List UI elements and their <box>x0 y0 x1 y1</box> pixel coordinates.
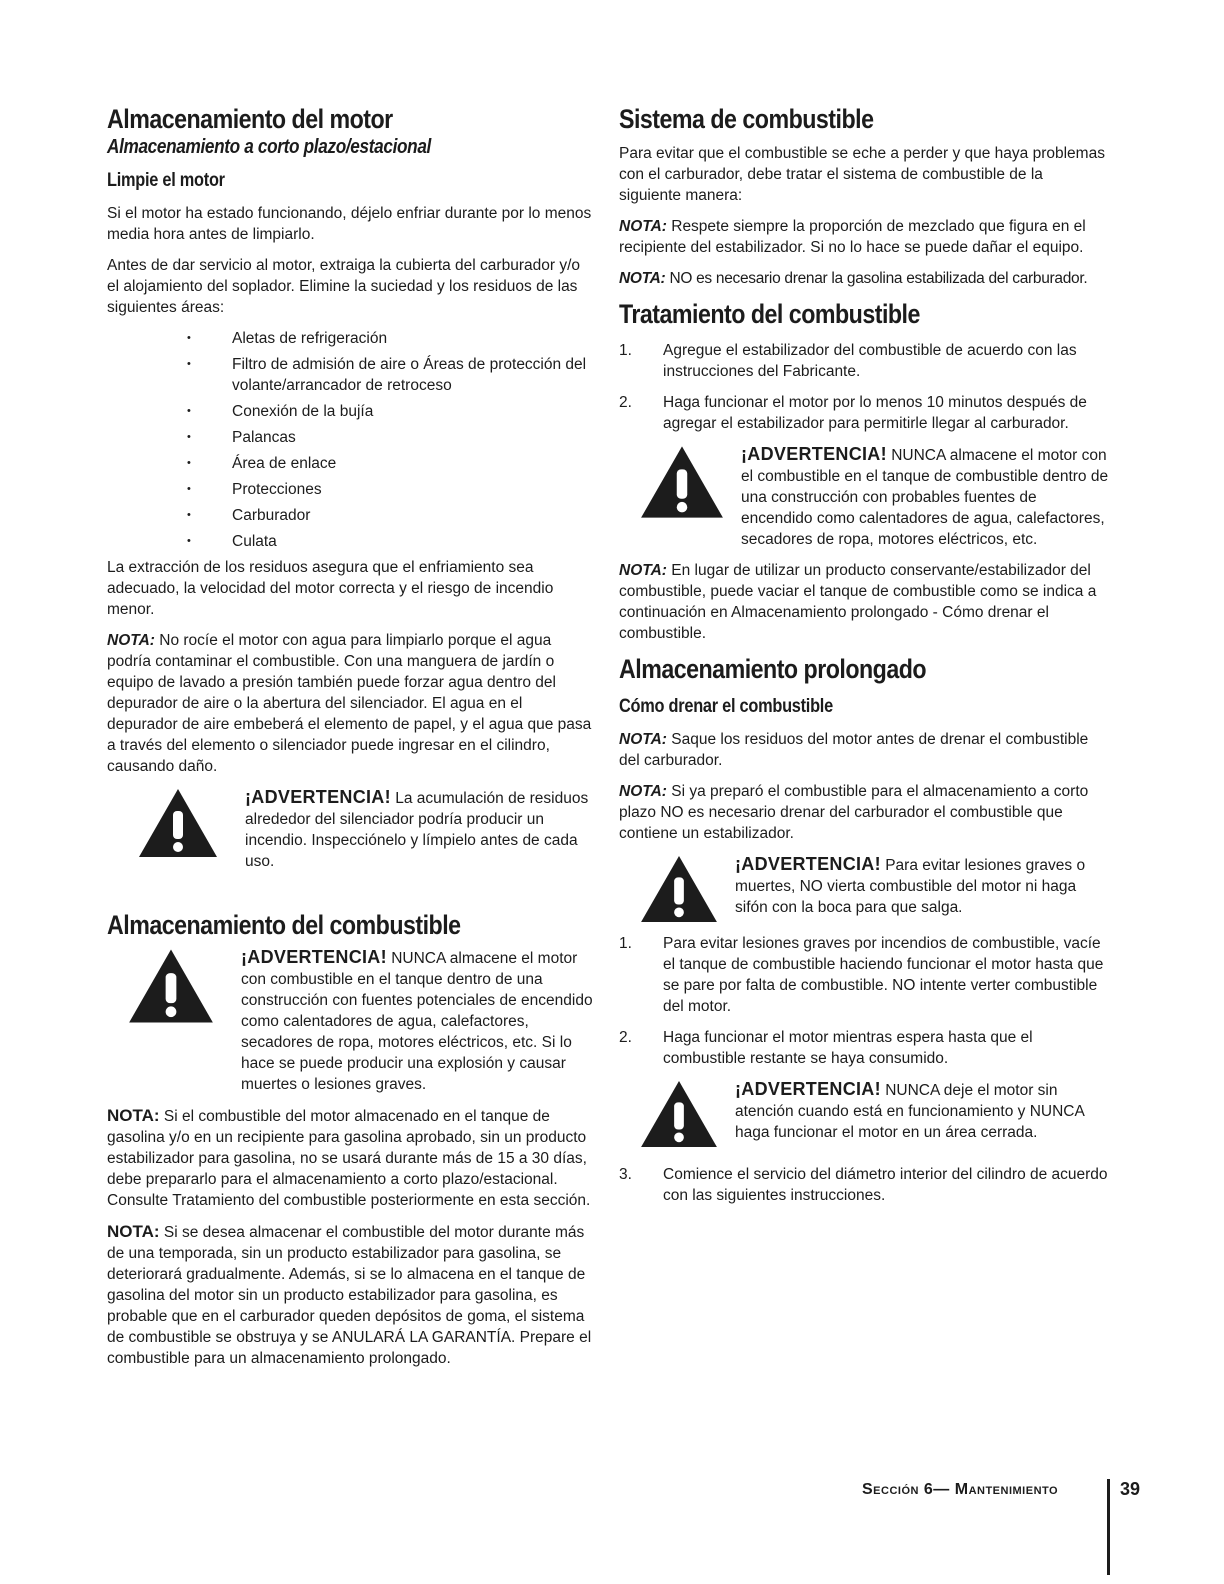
nota <box>107 1221 593 1369</box>
nota-text: Si ya preparó el combustible para el almacenamiento a corto plazo NO es necesario drenar del carburador el combustible que contiene un estabilizador. <box>619 783 1089 842</box>
nota-text: Saque los residuos del motor antes de drenar el combustible del carburador. <box>619 731 1089 769</box>
step-text: Comience el servicio del diámetro interior del cilindro de acuerdo con las siguientes instrucciones. <box>663 1166 1108 1204</box>
warning-body: NUNCA deje el motor sin atención cuando está en funcionamiento y NUNCA haga funcionar el motor en un área cerrada. <box>735 1082 1084 1141</box>
footer-divider <box>1107 1479 1110 1575</box>
warning-body: La acumulación de residuos alrededor del silenciador podría producir un incendio. Inspecciónelo y límpielo antes de cada uso. <box>245 790 589 870</box>
step-number: 2. <box>619 1029 632 1046</box>
warning-title: ¡ADVERTENCIA! <box>735 1079 881 1099</box>
warning-text <box>741 444 1109 550</box>
step-text: Haga funcionar el motor por lo menos 10 minutos después de agregar el estabilizador para permitirle llegar al carburador. <box>663 394 1087 432</box>
paragraph: Si el motor ha estado funcionando, déjelo enfriar durante por lo menos media hora antes de limpiarlo. <box>107 205 592 243</box>
nota <box>619 729 1109 771</box>
left-column <box>107 104 593 1379</box>
step-number: 1. <box>619 342 632 359</box>
warning-triangle-icon <box>639 444 725 525</box>
section-title-fuel-treatment: Tratamiento del combustible <box>619 299 920 329</box>
warning-title: ¡ADVERTENCIA! <box>741 444 887 464</box>
nota-label: NOTA: <box>619 270 666 287</box>
nota-label: NOTA: <box>619 562 667 579</box>
nota <box>619 216 1109 258</box>
nota-label: NOTA: <box>107 632 155 649</box>
drain-steps-continued <box>619 1164 1109 1206</box>
section-title-long-storage: Almacenamiento prolongado <box>619 654 927 684</box>
list-item: • Aletas de refrigeración <box>187 328 593 349</box>
clean-engine-heading: Limpie el motor <box>107 170 225 191</box>
list-item: • Filtro de admisión de aire o Áreas de protección del volante/arrancador de retroceso <box>187 354 593 396</box>
nota-text: En lugar de utilizar un producto conservante/estabilizador del combustible, puede vaciar el tanque de combustible como se indica a continuación en Almacenamiento prolongado - Cómo drenar el combustible. <box>619 562 1097 642</box>
list-item <box>619 1164 1109 1206</box>
drain-fuel-heading: Cómo drenar el combustible <box>619 696 833 717</box>
paragraph: La extracción de los residuos asegura que el enfriamiento sea adecuado, la velocidad del motor correcta y el riesgo de incendio menor. <box>107 559 554 618</box>
section-title-fuel-storage: Almacenamiento del combustible <box>107 910 461 940</box>
warning-triangle-icon <box>137 787 219 864</box>
warning-title: ¡ADVERTENCIA! <box>245 787 391 807</box>
list-item <box>619 1027 1109 1069</box>
list-item: • Palancas <box>187 427 593 448</box>
list-item <box>619 392 1109 434</box>
nota-text: NO es necesario drenar la gasolina estabilizada del carburador. <box>665 270 1088 287</box>
warning-text <box>241 947 593 1095</box>
nota <box>619 781 1109 844</box>
step-text: Agregue el estabilizador del combustible de acuerdo con las instrucciones del Fabricante. <box>663 342 1077 380</box>
warning-body: NUNCA almacene el motor con combustible en el tanque dentro de una construcción con fuentes potenciales de encendido como calentadores de agua, calefactores, secadores de ropa, motores eléctricos, etc. Si lo hace se puede producir una explosión y causar muertes o lesiones graves. <box>241 950 593 1093</box>
list-item: • Conexión de la bujía <box>187 401 593 422</box>
warning-body: Para evitar lesiones graves o muertes, NO vierta combustible del motor ni haga sifón con la boca para que salga. <box>735 857 1086 916</box>
section-title-fuel-system: Sistema de combustible <box>619 104 874 134</box>
list-item <box>619 933 1109 1017</box>
list-item: • Área de enlace <box>187 453 593 474</box>
right-column <box>619 104 1109 1216</box>
nota-label: NOTA: <box>107 1106 160 1125</box>
nota <box>107 630 593 777</box>
step-number: 1. <box>619 935 632 952</box>
warning-text <box>735 854 1109 918</box>
nota-label: NOTA: <box>619 218 667 235</box>
step-number: 2. <box>619 394 632 411</box>
nota-label: NOTA: <box>619 731 667 748</box>
drain-steps <box>619 933 1109 1069</box>
list-item <box>619 340 1109 382</box>
warning-block <box>639 1079 1109 1154</box>
warning-block <box>127 947 593 1095</box>
page-number: 39 <box>1120 1479 1141 1499</box>
nota-text: No rocíe el motor con agua para limpiarlo porque el agua podría contaminar el combustible. Con una manguera de jardín o equipo de lavado a presión también puede forzar agua dentro del depurador de aire o la abertura del silenciador. El agua en el depurador de aire embeberá el elemento de papel, y el agua que pasa a través del elemento o silenciador puede ingresar en el cilindro, causando daño. <box>107 632 592 775</box>
section-title-engine-storage: Almacenamiento del motor <box>107 104 393 134</box>
warning-triangle-icon <box>639 1079 719 1154</box>
warning-block <box>639 854 1109 929</box>
cleaning-areas-list <box>107 328 593 552</box>
nota-label: NOTA: <box>619 783 667 800</box>
list-item: • Carburador <box>187 505 593 526</box>
step-number: 3. <box>619 1166 632 1183</box>
section-label: Sección 6— Mantenimiento <box>862 1481 1059 1498</box>
warning-block <box>137 787 593 872</box>
nota-text: Respete siempre la proporción de mezclado que figura en el recipiente del estabilizador. Si no lo hace se puede dañar el equipo. <box>619 218 1086 256</box>
list-item: • Protecciones <box>187 479 593 500</box>
nota <box>619 268 1109 289</box>
step-text: Para evitar lesiones graves por incendios de combustible, vacíe el tanque de combustible haciendo funcionar el motor hasta que se pare por falta de combustible. NO intente verter combustible del motor. <box>663 935 1104 1015</box>
section-subtitle: Almacenamiento a corto plazo/estacional <box>107 136 431 158</box>
treatment-steps <box>619 340 1109 434</box>
warning-triangle-icon <box>639 854 719 929</box>
warning-text <box>735 1079 1109 1143</box>
warning-triangle-icon <box>127 947 215 1030</box>
nota-text: Si se desea almacenar el combustible del motor durante más de una temporada, sin un producto estabilizador para gasolina, se deteriorará gradualmente. Además, si se lo almacena en el tanque de gasolina del motor sin un producto estabilizador para gasolina, es probable que en el carburador queden depósitos de goma, el sistema de combustible se obstruya y se ANULARÁ LA GARANTÍA. Prepare el combustible para un almacenamiento prolongado. <box>107 1224 592 1367</box>
nota <box>107 1105 593 1211</box>
warning-text <box>245 787 593 872</box>
step-text: Haga funcionar el motor mientras espera hasta que el combustible restante se haya consumido. <box>663 1029 1033 1067</box>
paragraph: Antes de dar servicio al motor, extraiga la cubierta del carburador y/o el alojamiento del soplador. Elimine la suciedad y los residuos de las siguientes áreas: <box>107 257 580 316</box>
list-item: • Culata <box>187 531 593 552</box>
warning-block <box>639 444 1109 550</box>
warning-body: NUNCA almacene el motor con el combustible en el tanque de combustible dentro de una construcción con probables fuentes de encendido como calentadores de agua, calefactores, secadores de ropa, motores eléctricos, etc. <box>741 447 1109 548</box>
paragraph: Para evitar que el combustible se eche a perder y que haya problemas con el carburador, debe tratar el sistema de combustible de la siguiente manera: <box>619 145 1105 204</box>
nota-text: Si el combustible del motor almacenado en el tanque de gasolina y/o en un recipiente para gasolina aprobado, sin un producto estabilizador para gasolina, no se usará durante más de 15 a 30 días, debe prepararlo para el almacenamiento a corto plazo/estacional. Consulte Tratamiento del combustible posteriormente en esta sección. <box>107 1108 591 1209</box>
nota <box>619 560 1109 644</box>
warning-title: ¡ADVERTENCIA! <box>735 854 881 874</box>
nota-label: NOTA: <box>107 1222 160 1241</box>
warning-title: ¡ADVERTENCIA! <box>241 947 387 967</box>
